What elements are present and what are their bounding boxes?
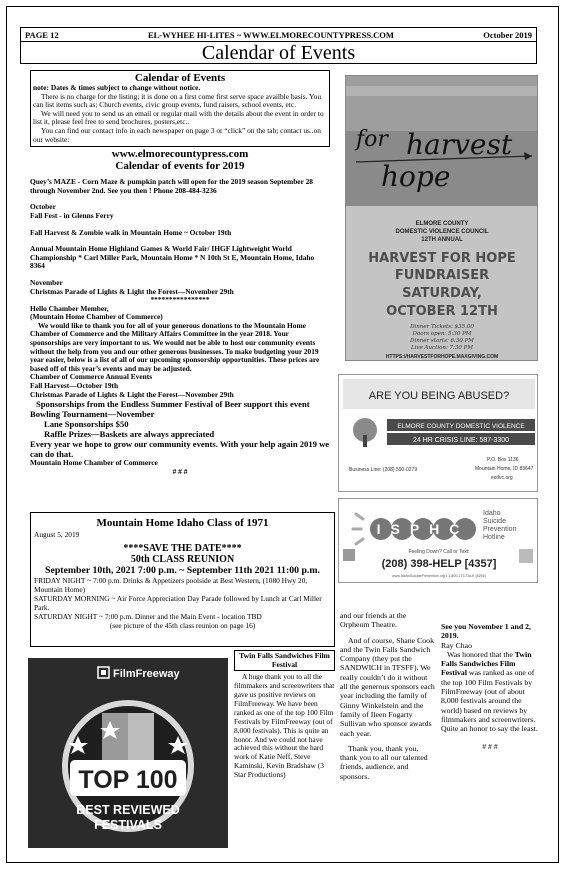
event-highland-games: Annual Mountain Home Highland Games & World Fair/ IHGF Lightweight World Championship * Carl Miller Park, Mountain Home * N 10th St E, Mountain Home, Idaho 8364: [30, 244, 315, 271]
feeling-down: Feeling Down? Call or Text:: [408, 549, 470, 555]
org-annual: 12TH ANNUAL: [421, 237, 463, 243]
ad-doors: Doors open: 5:30 PM: [412, 331, 472, 337]
calendar-intro-3: You can find our contact info in each newspaper on page 3 or “click” on the tab; contact us..on our website:: [33, 125, 322, 144]
p5-festival-name: Twin Falls Sandwiches Film Festival: [441, 649, 532, 678]
abuse-ad-graphic: [339, 375, 538, 492]
calendar-column: [30, 70, 330, 500]
maze-event: Quey’s MAZE - Corn Maze & pumpkin patch will open for the 2019 season September 28 through November 2nd. See you then ! Phone 208-484-3236: [30, 177, 313, 195]
reunion-friday: FRIDAY NIGHT ~ 7:00 p.m. Drinks & Appetizers poolside at Best Western, (1080 Hwy 20, Mountain Home): [34, 576, 308, 594]
chamber-body: We would like to thank you for all of your generous donations to the Mountain Home Chamber of Commerce and the Military Affairs Committee in the year 2018. Your sponsorships are very important to us. We would not be able to host our community events without the help from you and our other generous businesses. To make budgeting your 2019 year easier, below is a list of all of our upcoming sponsorship opportunities. These prices are based off of this year’s events and may be adjusted.: [30, 320, 320, 373]
article-author: Ray Chao: [441, 640, 472, 650]
isphc-logo-text: ISPHC: [376, 521, 470, 537]
isphc-name-4: Hotline: [483, 534, 505, 541]
ad-auction: Live Auction: 7:30 PM: [411, 345, 473, 351]
ad-line-1: HARVEST FOR HOPE: [368, 251, 516, 266]
script-hope: hope: [381, 160, 451, 193]
filmfreeway-badge: [28, 658, 228, 848]
reunion-picture-note: (see picture of the 45th class reunion on page 16): [109, 621, 256, 630]
org-county: ELMORE COUNTY: [415, 221, 469, 227]
article-paragraph-3: And of course, Shane Cook and the Twin Falls Sandwich Company (they put the SANDWICH in TFSFF). We really couldn’t do it without all the generous sponsors each year including the family of Ginny Winkelstein and the family of Ileen Fogarty Sullivan who sponsor awards each year.: [340, 635, 435, 738]
page-title: Calendar of Events: [20, 42, 537, 64]
annual-christmas-parade: Christmas Parade of Lights & Light the Forest—November 29th: [30, 389, 234, 399]
sandwich-article: [234, 650, 335, 855]
ad-dinner: Dinner starts: 6:30 PM: [410, 338, 474, 344]
badge-graphic: [28, 658, 228, 848]
isphc-ad-graphic: [339, 499, 538, 583]
see-you-november: See you November 1 and 2, 2019.: [441, 622, 531, 641]
save-the-date: ****SAVE THE DATE****: [123, 543, 242, 554]
reunion-saturday-morning: SATURDAY MORNING ~ Air Force Appreciation Day Parade followed by Lunch at Carl Miller Park.: [34, 594, 322, 612]
partner-logo-icon: [519, 549, 533, 563]
reunion-title: Mountain Home Idaho Class of 1971: [96, 517, 269, 529]
isphc-name-1: Idaho: [483, 510, 501, 517]
flag-icon: [100, 713, 154, 763]
calendar-subtitle: Calendar of events for 2019: [115, 160, 245, 173]
october-heading: October: [30, 202, 56, 212]
suicide-prevention-ad: [338, 498, 538, 583]
reunion-heading: 50th CLASS REUNION: [130, 554, 235, 565]
november-heading: November: [30, 277, 63, 287]
event-fall-fest: Fall Fest - in Glenns Ferry: [30, 210, 114, 220]
po-box: P.O. Box 1136: [487, 457, 519, 463]
calendar-intro-2: We will need you to send us an email or regular mail with the details about the event in order to list it, please feel free to send brochures, posters,etc..: [33, 108, 324, 127]
ad-line-2: FUNDRAISER: [394, 268, 490, 283]
city-address: Mountain Home, ID 83647: [475, 466, 534, 472]
business-line: Business Line: (208) 590-0279: [349, 467, 418, 473]
crisis-line: 24 HR CRISIS LINE: 587-3300: [412, 437, 510, 444]
abuse-org: ELMORE COUNTY DOMESTIC VIOLENCE: [397, 423, 525, 430]
isphc-name-3: Prevention: [483, 526, 517, 533]
event-fall-harvest: Fall Harvest & Zombie walk in Mountain Home ~ October 19th: [30, 227, 232, 237]
annual-events-heading: Chamber of Commerce Annual Events: [30, 372, 153, 382]
ad-tickets: Dinner Tickets: $35.00: [410, 324, 474, 330]
calendar-box-title: Calendar of Events: [134, 72, 226, 84]
badge-festivals: FESTIVALS: [94, 818, 162, 832]
reunion-dates: September 10th, 2021 7:00 p.m. ~ September 11th 2021 11:00 p.m.: [45, 565, 320, 576]
abuse-question: ARE YOU BEING ABUSED?: [368, 390, 510, 402]
ad-url: HTTPS://HARVESTFORHOPE.MAXGIVING.COM: [385, 354, 499, 360]
chamber-name: (Mountain Home Chamber of Commerce): [30, 312, 163, 322]
qr-code-icon: [343, 549, 355, 561]
p5-part-2: was ranked as one of the top 100 Film Festivals by FilmFreeway (out of about 8,000 festivals around the world) based on reviews by filmmakers and screenwriters. Quite an honor to say the least.: [441, 668, 538, 734]
isphc-name-2: Suicide: [483, 518, 506, 525]
script-harvest: harvest: [406, 128, 513, 161]
star-divider: ****************: [150, 295, 210, 305]
page-number: PAGE 12: [25, 29, 59, 40]
website-link[interactable]: www.elmorecountypress.com: [111, 148, 249, 161]
filmfreeway-brand: FilmFreeway: [113, 668, 180, 680]
article-paragraph-2: and our friends at the Orpheum Theatre.: [340, 611, 407, 630]
every-year: Every year we hope to grow our community events. With your help again 2019 we can do that.: [30, 439, 330, 460]
beer-sponsorship: Sponsorships from the Endless Summer Festival of Beer support this event: [36, 399, 310, 410]
class-reunion-notice: [30, 512, 335, 647]
p5-part-1: Was honored that the: [447, 649, 515, 659]
calendar-note: note: Dates & times subject to change without notice.: [33, 83, 201, 92]
raffle-prizes: Raffle Prizes—Baskets are always appreciated: [44, 429, 215, 440]
bowling-heading: Bowling Tournament—November: [30, 409, 155, 420]
article-paragraph-1: A huge thank you to all the filmmakers and screenwriters that gave us positive reviews on FilmFreeway. We have been ranked as one of the top 100 Film Festivals by FilmFreeway (out of 8,000 festivals). This is quite an honor. And we could not have achieved this without the hard work of Katie Neff, Steve Kaminski, Kevin Bradshaw (3 Star Productions): [234, 672, 335, 780]
article-title: Twin Falls Sandwiches Film Festival: [234, 650, 335, 671]
script-for: for: [356, 127, 388, 152]
article-paragraph-4: Thank you, thank you, thank you to all our talented friends, audience, and sponsors.: [340, 743, 428, 781]
lane-sponsorships: Lane Sponsorships $50: [44, 419, 129, 430]
calendar-intro-1: There is no charge for the listing; it is done on a first come first serve space availble basis. You can list items such as; Church events, civic group events, fund raisers, school events, etc.: [33, 91, 322, 110]
ad-line-4: OCTOBER 12TH: [386, 304, 498, 319]
badge-best-reviewed: BEST REVIEWED: [76, 803, 180, 817]
harvest-ad-graphic: [346, 76, 538, 361]
page-header: [20, 27, 537, 42]
reunion-date: August 5, 2019: [34, 530, 80, 539]
article-column-3: [441, 622, 539, 822]
article-column-2: [340, 611, 435, 856]
chamber-greeting: Hello Chamber Member,: [30, 303, 109, 313]
badge-top-100: TOP 100: [78, 766, 178, 794]
isphc-footer: www.IdahoSuicidePrevention.org • 1-800-273-TALK (8255): [392, 574, 486, 578]
calendar-info-box: [30, 70, 330, 147]
chamber-signature: Mountain Home Chamber of Commerce: [30, 458, 158, 468]
reunion-saturday-night: SATURDAY NIGHT ~ 7:00 p.m. Dinner and the Main Event - location TBD: [34, 612, 262, 621]
issue-date: October 2019: [483, 29, 532, 40]
article-end-marks: # # #: [482, 741, 498, 751]
article-paragraph-5: [441, 650, 539, 734]
end-marks: # # #: [172, 466, 188, 476]
annual-fall-harvest: Fall Harvest—October 19th: [30, 381, 119, 391]
ad-line-3: SATURDAY,: [402, 286, 482, 301]
event-christmas-parade: Christmas Parade of Lights & Light the Forest—November 29th: [30, 286, 234, 296]
abuse-web: ecdvc.org: [491, 475, 513, 481]
masthead: EL-WYHEE HI-LITES ~ WWW.ELMORECOUNTYPRESS.COM: [147, 29, 394, 40]
org-council: DOMESTIC VIOLENCE COUNCIL: [395, 229, 489, 235]
domestic-violence-ad: [338, 374, 538, 492]
harvest-for-hope-ad: [345, 75, 538, 361]
isphc-phone: (208) 398-HELP [4357]: [381, 558, 497, 570]
